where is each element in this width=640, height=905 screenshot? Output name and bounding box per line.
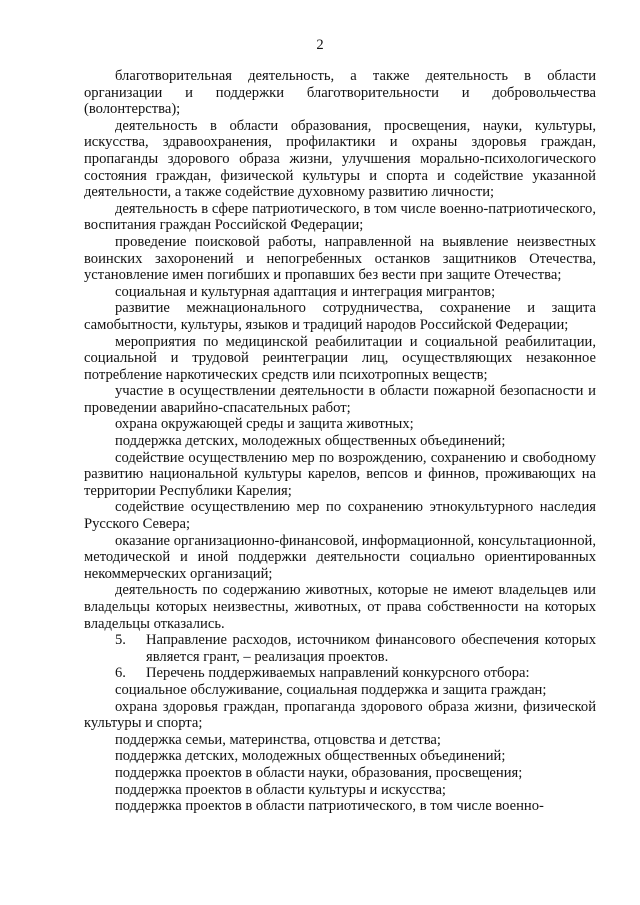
paragraph: деятельность в области образования, просвещения, науки, культуры, искусства, здравоохранения, профилактики и охраны здоровья граждан, пропаганды здорового образа жизни, улучшения морально-психологического состояния граждан, физической культуры и спорта и содействие указанной деятельности, а также содействие духовному развитию личности; — [84, 117, 596, 201]
paragraph: охрана здоровья граждан, пропаганда здорового образа жизни, физической культуры и спорта; — [84, 698, 596, 732]
document-body — [84, 68, 596, 815]
paragraph: поддержка детских, молодежных общественных объединений; — [115, 748, 506, 765]
paragraph-text: Перечень поддерживаемых направлений конкурсного отбора: — [146, 665, 530, 682]
paragraph: содействие осуществлению мер по сохранению этнокультурного наследия Русского Севера; — [84, 499, 596, 533]
paragraph: содействие осуществлению мер по возрождению, сохранению и свободному развитию национальной культуры карелов, вепсов и финнов, проживающих на территории Республики Карелия; — [84, 449, 596, 499]
page-number: 2 — [316, 37, 324, 53]
paragraph: социальная и культурная адаптация и интеграция мигрантов; — [115, 283, 496, 300]
paragraph: участие в осуществлении деятельности в области пожарной безопасности и проведении аварийно-спасательных работ; — [84, 383, 596, 416]
paragraph-text: Направление расходов, источником финансового обеспечения которых является грант, – реализация проектов. — [146, 632, 596, 665]
paragraph: развитие межнационального сотрудничества, сохранение и защита самобытности, культуры, языков и традиций народов Российской Федерации; — [84, 300, 596, 333]
paragraph: мероприятия по медицинской реабилитации и социальной реабилитации, социальной и трудовой реинтеграции лиц, осуществляющих незаконное потребление наркотических средств или психотропных веществ; — [84, 333, 596, 383]
paragraph: деятельность в сфере патриотического, в том числе военно-патриотического, воспитания граждан Российской Федерации; — [84, 200, 596, 234]
numbered-paragraph — [84, 665, 596, 682]
paragraph: поддержка проектов в области культуры и искусства; — [115, 781, 446, 798]
paragraph: проведение поисковой работы, направленной на выявление неизвестных воинских захоронений и непогребенных останков защитников Отечества, установление имен погибших и пропавших без вести при защите Отечества; — [84, 233, 596, 284]
paragraph: благотворительная деятельность, а также деятельность в области организации и поддержки благотворительности и добровольчества (волонтерства); — [84, 68, 596, 118]
paragraph: поддержка проектов в области патриотического, в том числе военно- — [115, 798, 544, 815]
paragraph: деятельность по содержанию животных, которые не имеют владельцев или владельцы которых неизвестны, животных, от права собственности на которых владельцы отказались. — [84, 582, 596, 632]
numbered-paragraph — [84, 632, 596, 665]
paragraph-number: 5. — [115, 632, 126, 649]
paragraph: социальное обслуживание, социальная поддержка и защита граждан; — [115, 681, 547, 698]
paragraph: поддержка семьи, материнства, отцовства и детства; — [115, 731, 441, 748]
paragraph: охрана окружающей среды и защита животных; — [115, 416, 414, 433]
paragraph: поддержка проектов в области науки, образования, просвещения; — [115, 764, 523, 781]
paragraph: поддержка детских, молодежных общественных объединений; — [115, 433, 506, 450]
paragraph: оказание организационно-финансовой, информационной, консультационной, методической и иной поддержки деятельности социально ориентированных некоммерческих организаций; — [84, 532, 596, 582]
paragraph-number: 6. — [115, 665, 126, 682]
